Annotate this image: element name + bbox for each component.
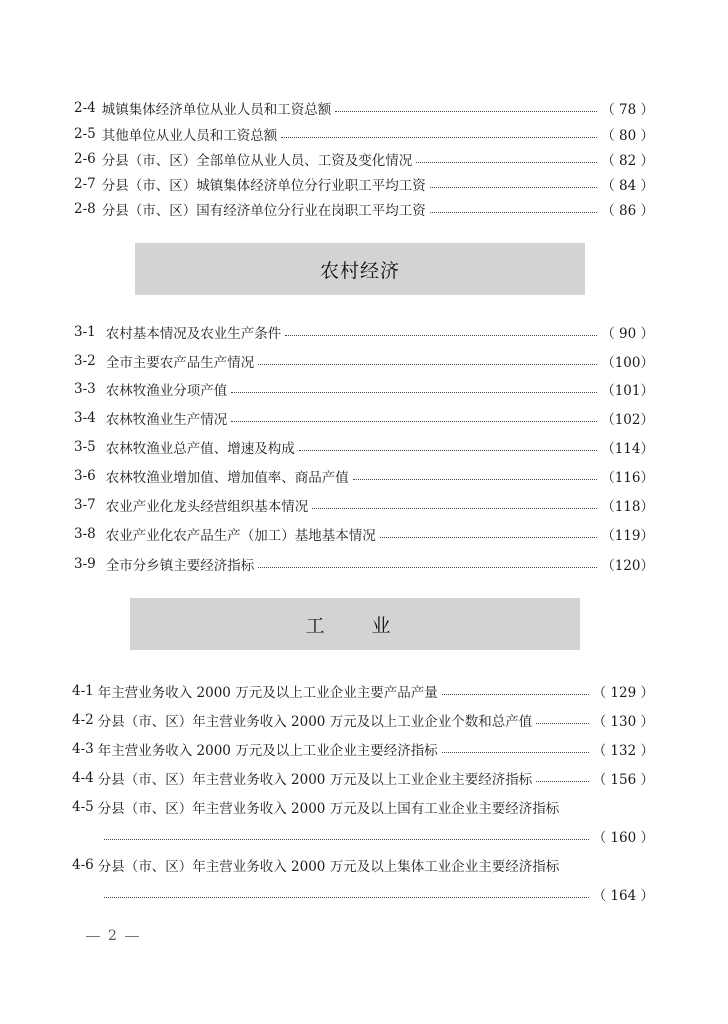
entry-code: 4-6: [72, 857, 94, 873]
entry-code: 3-5: [74, 439, 96, 455]
toc-entry-continuation[interactable]: [104, 883, 654, 905]
entry-title: 农业产业化龙头经营组织基本情况: [105, 499, 309, 515]
leader-dots: [104, 896, 589, 898]
entry-title: 农村基本情况及农业生产条件: [105, 326, 282, 342]
entry-code: 2-8: [74, 201, 96, 217]
page-number-footer: [78, 928, 147, 944]
entry-page: （ 132 ）: [592, 743, 654, 759]
entry-title: 其他单位从业人员和工资总额: [101, 128, 278, 144]
toc-entry[interactable]: [74, 123, 654, 145]
entry-page: （ 86 ）: [601, 203, 654, 219]
entry-title: 年主营业务收入 2000 万元及以上工业企业主要经济指标: [97, 743, 438, 759]
entry-title: 分县（市、区）年主营业务收入 2000 万元及以上工业企业主要经济指标: [97, 772, 533, 788]
toc-entry[interactable]: [74, 378, 654, 400]
entry-title: 分县（市、区）年主营业务收入 2000 万元及以上工业企业个数和总产值: [97, 714, 533, 730]
entry-page: （ 156 ）: [592, 772, 654, 788]
leader-dots: [430, 186, 597, 188]
leader-dots: [281, 136, 597, 138]
toc-entry[interactable]: [72, 796, 654, 818]
leader-dots: [299, 449, 597, 451]
toc-entry[interactable]: [74, 407, 654, 429]
entry-title: 全市主要农产品生产情况: [105, 355, 255, 371]
entry-code: 4-4: [72, 770, 94, 786]
entry-page: （ 130 ）: [592, 714, 654, 730]
entry-code: 4-1: [72, 683, 94, 699]
toc-entry[interactable]: [74, 173, 654, 195]
toc-entry[interactable]: [74, 494, 654, 516]
toc-entry[interactable]: [74, 148, 654, 170]
toc-entry[interactable]: [72, 767, 654, 789]
page-number: 2: [108, 928, 117, 944]
section-header-rural-economy: 农村经济: [135, 243, 585, 295]
leader-dots: [104, 838, 589, 840]
entry-code: 2-4: [74, 100, 96, 116]
entry-code: 3-2: [74, 353, 96, 369]
toc-entry[interactable]: [74, 198, 654, 220]
entry-page: （119）: [601, 528, 654, 544]
leader-dots: [312, 507, 597, 509]
entry-title: 农林牧渔业增加值、增加值率、商品产值: [105, 470, 349, 486]
leader-dots: [231, 391, 597, 393]
entry-title: 分县（市、区）全部单位从业人员、工资及变化情况: [101, 153, 413, 169]
section-header-industry: 工 业: [130, 598, 580, 650]
entry-page: （ 78 ）: [601, 102, 654, 118]
entry-title: 农林牧渔业分项产值: [105, 383, 228, 399]
toc-entry[interactable]: [74, 321, 654, 343]
leader-dots: [258, 566, 597, 568]
entry-page: （120）: [601, 558, 654, 574]
entry-page: （118）: [601, 499, 654, 515]
entry-code: 3-1: [74, 324, 96, 340]
entry-code: 4-2: [72, 712, 94, 728]
entry-code: 4-3: [72, 741, 94, 757]
entry-title: 农林牧渔业生产情况: [105, 412, 228, 428]
leader-dots: [285, 334, 597, 336]
entry-page: （ 80 ）: [601, 128, 654, 144]
leader-dots: [442, 751, 589, 753]
entry-code: 3-8: [74, 526, 96, 542]
entry-code: 3-9: [74, 556, 96, 572]
entry-title: 分县（市、区）城镇集体经济单位分行业职工平均工资: [101, 178, 426, 194]
footer-dash-right: [125, 936, 139, 937]
leader-dots: [353, 478, 597, 480]
toc-entry[interactable]: [72, 709, 654, 731]
leader-dots: [442, 693, 589, 695]
entry-page: （ 84 ）: [601, 178, 654, 194]
entry-title: 农业产业化农产品生产（加工）基地基本情况: [105, 528, 376, 544]
entry-page: （100）: [601, 355, 654, 371]
entry-page: （ 82 ）: [601, 153, 654, 169]
toc-entry[interactable]: [74, 553, 654, 575]
entry-page: （ 129 ）: [592, 685, 654, 701]
entry-page: （ 160 ）: [592, 830, 654, 846]
entry-page: （101）: [601, 383, 654, 399]
entry-title: 年主营业务收入 2000 万元及以上工业企业主要产品产量: [97, 685, 438, 701]
toc-entry[interactable]: [72, 738, 654, 760]
entry-title: 分县（市、区）年主营业务收入 2000 万元及以上国有工业企业主要经济指标: [97, 801, 560, 817]
entry-title: 农林牧渔业总产值、增速及构成: [105, 441, 295, 457]
entry-title: 全市分乡镇主要经济指标: [105, 558, 255, 574]
footer-dash-left: [86, 936, 100, 937]
entry-page: （114）: [601, 441, 654, 457]
entry-code: 2-6: [74, 151, 96, 167]
leader-dots: [380, 536, 597, 538]
entry-code: 3-7: [74, 497, 96, 513]
leader-dots: [335, 110, 597, 112]
entry-code: 2-7: [74, 176, 96, 192]
leader-dots: [536, 722, 588, 724]
leader-dots: [430, 211, 597, 213]
toc-entry[interactable]: [74, 465, 654, 487]
leader-dots: [416, 161, 597, 163]
entry-page: （102）: [601, 412, 654, 428]
entry-page: （ 164 ）: [592, 888, 654, 904]
leader-dots: [536, 780, 588, 782]
entry-page: （ 90 ）: [601, 326, 654, 342]
entry-page: （116）: [601, 470, 654, 486]
toc-entry[interactable]: [74, 97, 654, 119]
entry-code: 3-3: [74, 381, 96, 397]
leader-dots: [258, 363, 597, 365]
toc-entry[interactable]: [72, 854, 654, 876]
toc-entry[interactable]: [74, 436, 654, 458]
toc-entry[interactable]: [74, 523, 654, 545]
entry-title: 城镇集体经济单位从业人员和工资总额: [101, 102, 332, 118]
entry-code: 3-4: [74, 410, 96, 426]
entry-title: 分县（市、区）年主营业务收入 2000 万元及以上集体工业企业主要经济指标: [97, 859, 560, 875]
entry-code: 2-5: [74, 126, 96, 142]
toc-entry-continuation[interactable]: [104, 825, 654, 847]
entry-code: 3-6: [74, 468, 96, 484]
toc-entry[interactable]: [74, 350, 654, 372]
leader-dots: [231, 420, 597, 422]
entry-title: 分县（市、区）国有经济单位分行业在岗职工平均工资: [101, 203, 426, 219]
toc-entry[interactable]: [72, 680, 654, 702]
entry-code: 4-5: [72, 799, 94, 815]
